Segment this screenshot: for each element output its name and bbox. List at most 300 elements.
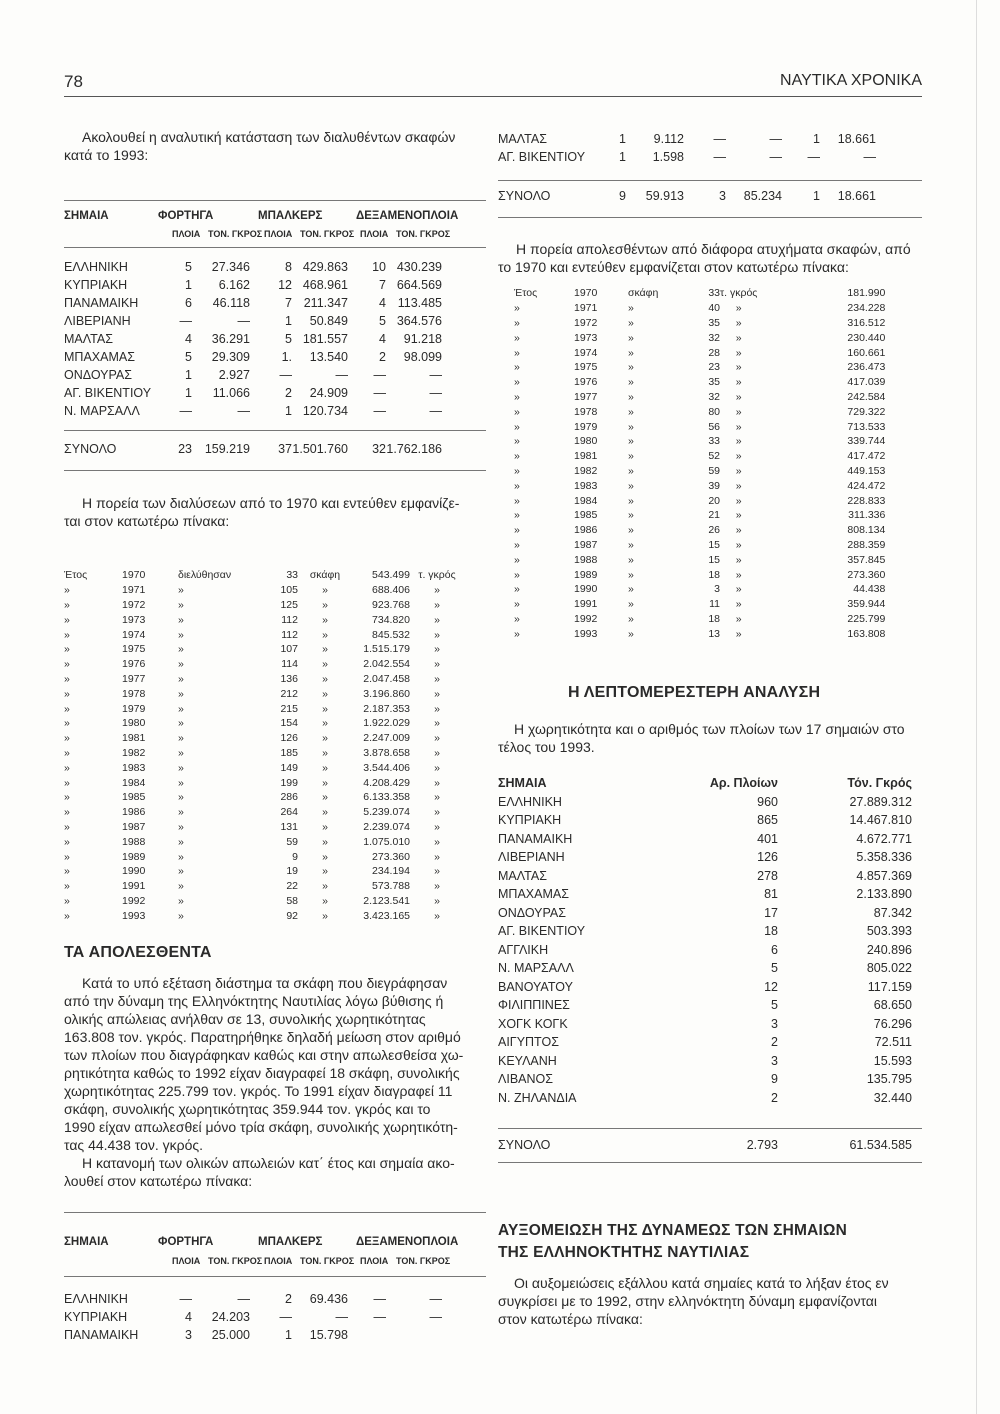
unit: » (322, 865, 328, 878)
unit: » (322, 909, 328, 922)
cell-value: 1.598 (652, 150, 684, 164)
table-row (498, 830, 912, 849)
unit: » (322, 776, 328, 789)
cell-ships: 2 (771, 1090, 778, 1105)
year: 1979 (574, 420, 598, 433)
verb: » (178, 732, 184, 745)
tonnage: 288.359 (847, 538, 886, 551)
tonnage: 3.423.165 (363, 909, 410, 922)
year: 1982 (574, 464, 598, 477)
cell-flag: ΑΓΓΛΙΚΗ (498, 942, 549, 957)
year: 1989 (122, 850, 146, 863)
cell-value: — (237, 404, 250, 418)
table-rule (498, 1128, 922, 1129)
unit: » (322, 791, 328, 804)
unit: » (434, 776, 440, 789)
cell-value: 429.863 (302, 260, 348, 274)
cell-value: — (429, 368, 442, 382)
cell-ships: 3 (771, 1053, 778, 1068)
intro-text: Ακολουθεί η αναλυτική κατάσταση των διαλυθέντων σκαφών κατά το 1993: (64, 129, 456, 163)
table-row (498, 148, 876, 166)
table-rule (64, 1276, 486, 1277)
year: 1987 (122, 820, 146, 833)
year-row (64, 657, 464, 672)
cell-gt: 240.896 (866, 942, 912, 957)
ship-count: 80 (708, 405, 720, 418)
year-label: » (514, 316, 520, 329)
table-row (64, 1308, 442, 1326)
year-label: » (64, 687, 70, 700)
unit: » (322, 687, 328, 700)
unit: » (434, 732, 440, 745)
year-row (64, 760, 464, 775)
year-row (64, 642, 464, 657)
year-row (64, 627, 464, 642)
year-label: » (514, 598, 520, 611)
tonnage: 573.788 (372, 880, 410, 893)
ship-count: 15 (708, 538, 720, 551)
cell-flag: ΑΓ. ΒΙΚΕΝΤΙΟΥ (498, 150, 586, 164)
year-label: » (514, 553, 520, 566)
ship-count: 32 (708, 390, 720, 403)
year-label: » (514, 627, 520, 640)
year: 1984 (574, 494, 598, 507)
year: 1978 (574, 405, 598, 418)
verb: » (178, 865, 184, 878)
tonnage: 2.187.353 (363, 702, 410, 715)
year: 1978 (122, 687, 146, 700)
col-flag: ΣΗΜΑΙΑ (498, 776, 547, 791)
unit: » (735, 302, 742, 315)
table-row (64, 1326, 442, 1344)
ship-count: 11 (709, 598, 720, 611)
paragraph-line: 1990 είχαν απωλεσθεί μόνο τρία σκάφη, συνολικής χωρητικότη- (64, 1119, 458, 1135)
unit: » (434, 806, 440, 819)
tonnage: 6.133.358 (363, 791, 410, 804)
unit: » (735, 568, 742, 581)
table-row (64, 348, 442, 366)
cell-value: 1 (619, 150, 626, 164)
cell-flag: ΦΙΛΙΠΠΙΝΕΣ (498, 998, 570, 1013)
year: 1983 (574, 479, 598, 492)
unit: » (628, 435, 634, 448)
ship-count: 23 (708, 361, 720, 374)
cell-ships: 278 (757, 868, 778, 883)
table-row (498, 922, 912, 941)
lost-heading: ΤΑ ΑΠΟΛΕΣΘΕΝΤΑ (64, 944, 212, 961)
paragraph-line: των πλοίων που διαγράφηκαν καθώς και στην απωλεσθείσα χω- (64, 1047, 464, 1063)
tonnage: 359.944 (847, 598, 886, 611)
year: 1990 (122, 865, 146, 878)
tonnage: 3.544.406 (363, 761, 410, 774)
unit: » (628, 538, 634, 551)
cell-value: 2 (379, 350, 386, 364)
cell-gt: 4.857.369 (856, 868, 912, 883)
cell-value: — (373, 1292, 386, 1306)
year-label: » (514, 435, 520, 448)
cell-value: 5 (285, 332, 292, 346)
unit: » (628, 479, 634, 492)
table-row (64, 276, 442, 294)
ship-count: 136 (280, 672, 298, 685)
verb: » (178, 746, 184, 759)
ship-count: 112 (281, 628, 298, 641)
ship-count: 33 (708, 287, 720, 300)
tonnage: 234.228 (847, 302, 886, 315)
ship-count: 33 (286, 569, 298, 582)
cell-ships: 960 (757, 794, 778, 809)
cell-value: — (429, 386, 442, 400)
year-label: » (64, 776, 70, 789)
verb: » (178, 613, 184, 626)
year-row (64, 834, 464, 849)
unit: » (434, 687, 440, 700)
ship-count: 56 (708, 420, 720, 433)
year: 1982 (122, 746, 146, 759)
cell-flag: ΕΛΛΗΝΙΚΗ (64, 260, 128, 274)
ship-count: 58 (286, 894, 298, 907)
table-row (498, 130, 876, 148)
cell-flag: Ν. ΜΑΡΣΑΛΛ (498, 961, 574, 976)
col-tanker: ΔΕΞΑΜΕΝΟΠΛΟΙΑ (356, 210, 459, 222)
cell-flag: ΜΠΑΧΑΜΑΣ (64, 350, 135, 364)
unit: » (434, 672, 440, 685)
verb: » (178, 598, 184, 611)
year-row (514, 464, 885, 479)
verb: » (178, 687, 184, 700)
table-row (498, 978, 912, 997)
lost-table-left (64, 1290, 442, 1344)
ship-count: 105 (280, 584, 298, 597)
cell-value: — (373, 404, 386, 418)
year: 1979 (122, 702, 146, 715)
cell-value: — (335, 368, 348, 382)
unit: » (735, 450, 742, 463)
year-row (64, 746, 464, 761)
unit: » (322, 880, 328, 893)
cell-value: 4 (379, 296, 386, 310)
unit: » (434, 820, 440, 833)
tonnage: 311.336 (848, 509, 886, 522)
ship-count: 126 (280, 732, 298, 745)
year-label: » (64, 835, 70, 848)
cell-ships: 126 (757, 850, 778, 865)
ship-count: 18 (708, 612, 720, 625)
unit: » (322, 732, 328, 745)
cell-value: 6.162 (218, 278, 250, 292)
table-row (64, 1290, 442, 1308)
year-label: » (514, 568, 520, 581)
cell-value: 181.557 (302, 332, 348, 346)
cell-gt: 68.650 (873, 998, 912, 1013)
ship-count: 40 (708, 302, 720, 315)
unit: » (628, 376, 634, 389)
table-row (64, 312, 442, 330)
paragraph-line: Η κατανομή των ολικών απωλειών κατ΄ έτος και σημαία ακο- (82, 1155, 455, 1171)
cell-value: 1 (285, 1328, 292, 1342)
tonnage: 4.208.429 (363, 776, 410, 789)
verb: » (178, 880, 184, 893)
cell-value: 364.576 (396, 314, 442, 328)
ship-count: 59 (708, 464, 720, 477)
cell-ships: 17 (764, 905, 778, 920)
cell-value: — (373, 368, 386, 382)
cell-flag: ΒΑΝΟΥΑΤΟΥ (498, 979, 573, 994)
cell-value: 91.218 (403, 332, 442, 346)
unit: » (322, 584, 328, 597)
unit: » (628, 420, 634, 433)
year-row (64, 672, 464, 687)
tonnage: 729.322 (847, 405, 886, 418)
cell-value: 2 (285, 1292, 292, 1306)
cell-gt: 87.342 (873, 905, 912, 920)
detail-total-row: ΣΥΝΟΛΟ 2.793 61.534.585 (498, 1138, 912, 1153)
unit: » (628, 553, 634, 566)
detail-table (498, 774, 912, 1107)
table-rule (64, 200, 486, 201)
cell-value: 1 (185, 278, 192, 292)
year: 1977 (574, 390, 598, 403)
cell-value: 9.112 (653, 132, 684, 146)
cell-flag: ΜΠΑΧΑΜΑΣ (498, 887, 569, 902)
unit: » (434, 658, 440, 671)
cell-value: 24.203 (211, 1310, 250, 1324)
tonnage: 417.039 (847, 376, 886, 389)
tonnage: 316.512 (847, 316, 886, 329)
year-row (64, 805, 464, 820)
year: 1987 (574, 538, 598, 551)
verb: διελύθησαν (178, 569, 232, 582)
year-row (64, 686, 464, 701)
unit: » (434, 613, 440, 626)
tonnage: 2.123.541 (363, 894, 410, 907)
changes-text (498, 1274, 924, 1328)
ship-count: 26 (708, 524, 720, 537)
tonnage: 1.922.029 (363, 717, 410, 730)
unit: » (735, 627, 742, 640)
year: 1970 (122, 569, 146, 582)
unit: » (434, 835, 440, 848)
cell-value: — (335, 1310, 348, 1324)
cell-flag: ΜΑΛΤΑΣ (64, 332, 113, 346)
table-row (498, 904, 912, 923)
unit: » (434, 865, 440, 878)
unit: » (434, 909, 440, 922)
year-row (64, 864, 464, 879)
year-label: » (514, 583, 520, 596)
year-label: » (514, 302, 520, 315)
year-label: » (64, 865, 70, 878)
table-row (498, 811, 912, 830)
cell-value: 664.569 (396, 278, 442, 292)
tonnage: 845.532 (372, 628, 410, 641)
year: 1985 (574, 509, 598, 522)
tonnage: 163.808 (847, 627, 886, 640)
year-row (64, 790, 464, 805)
cell-value: 4 (185, 1310, 192, 1324)
year-row (514, 375, 885, 390)
year-label: » (514, 612, 520, 625)
col-gt: Τόν. Γκρός (847, 776, 912, 791)
cell-gt: 27.889.312 (849, 794, 912, 809)
unit: » (628, 331, 634, 344)
ship-count: 9 (292, 850, 298, 863)
year-label: » (514, 538, 520, 551)
cell-flag: ΜΑΛΤΑΣ (498, 132, 547, 146)
cell-value: 211.347 (303, 296, 348, 310)
year: 1970 (574, 287, 598, 300)
unit: » (322, 835, 328, 848)
table-row (498, 1015, 912, 1034)
cell-ships: 81 (764, 887, 778, 902)
tonnage: 808.134 (847, 524, 886, 537)
table-row (498, 1089, 912, 1108)
cell-value: 13.540 (309, 350, 348, 364)
cell-value: 120.734 (302, 404, 348, 418)
verb: » (178, 658, 184, 671)
cell-value: — (279, 368, 292, 382)
lost-table-right (498, 130, 876, 166)
tonnage: 2.042.554 (363, 658, 410, 671)
unit: » (434, 880, 440, 893)
year-row (64, 775, 464, 790)
ship-count: 59 (286, 835, 298, 848)
year-label: » (64, 732, 70, 745)
unit: » (628, 405, 634, 418)
cell-value: — (429, 404, 442, 418)
unit: » (322, 761, 328, 774)
year-row (514, 597, 885, 612)
cell-ships: 3 (771, 1016, 778, 1031)
ship-count: 22 (286, 880, 298, 893)
cell-value (386, 1326, 442, 1344)
cell-gt: 14.467.810 (849, 813, 912, 828)
year-label: » (514, 361, 520, 374)
cell-value: 15.798 (309, 1328, 348, 1342)
tonnage: 424.472 (847, 479, 886, 492)
year: 1993 (122, 909, 146, 922)
year-label: » (64, 746, 70, 759)
cell-gt: 15.593 (873, 1053, 912, 1068)
table-row (498, 1052, 912, 1071)
verb: » (178, 909, 184, 922)
year-label: » (514, 376, 520, 389)
year-label: » (64, 643, 70, 656)
unit: » (628, 361, 634, 374)
year: 1988 (574, 553, 598, 566)
ship-count: 92 (286, 909, 298, 922)
year-label: » (64, 880, 70, 893)
cell-ships: 9 (771, 1072, 778, 1087)
verb: » (178, 894, 184, 907)
cell-value: — (807, 150, 820, 164)
tonnage: 923.768 (372, 598, 410, 611)
cell-value: 430.239 (396, 260, 442, 274)
cell-flag: ΚΥΠΡΙΑΚΗ (64, 1310, 128, 1324)
year-row (514, 390, 885, 405)
cell-value: — (769, 132, 782, 146)
year: 1972 (122, 598, 146, 611)
year-label: Έτος (514, 287, 538, 300)
cell-value: — (279, 1310, 292, 1324)
cell-value (348, 1326, 386, 1344)
unit: » (735, 346, 742, 359)
ship-count: 20 (708, 494, 720, 507)
cell-ships: 865 (757, 813, 778, 828)
table-row (64, 258, 442, 276)
cell-value: 5 (185, 260, 192, 274)
cell-value: — (179, 1292, 192, 1306)
cell-flag: ΠΑΝΑΜΑΙΚΗ (64, 1328, 139, 1342)
year: 1980 (574, 435, 598, 448)
cell-flag: ΚΕΥΛΑΝΗ (498, 1053, 557, 1068)
unit: » (735, 583, 742, 596)
paragraph-line: 163.808 τον. γκρός. Παρατηρήθηκε δηλαδή μείωση στον αριθμό (64, 1029, 461, 1045)
cell-value: 69.436 (309, 1292, 348, 1306)
year-row (64, 820, 464, 835)
year-label: » (514, 509, 520, 522)
unit: » (735, 316, 742, 329)
year-label: » (514, 450, 520, 463)
unit: » (628, 509, 634, 522)
cell-value: 2 (285, 386, 292, 400)
tonnage: 1.515.179 (363, 643, 410, 656)
unit: » (434, 791, 440, 804)
unit: » (735, 420, 742, 433)
year: 1971 (574, 302, 598, 315)
ship-count: 264 (280, 806, 298, 819)
year-label: » (64, 628, 70, 641)
cell-value: 18.661 (837, 132, 876, 146)
cell-gt: 32.440 (873, 1090, 912, 1105)
unit: σκάφη (628, 287, 659, 300)
cell-flag: ΠΑΝΑΜΑΙΚΗ (498, 831, 573, 846)
verb: » (178, 850, 184, 863)
cell-value: 1 (619, 132, 626, 146)
tonnage: 160.661 (847, 346, 886, 359)
ship-count: 154 (280, 717, 298, 730)
year: 1973 (574, 331, 598, 344)
cell-gt: 4.672.771 (856, 831, 912, 846)
year-label: » (64, 761, 70, 774)
cell-gt: 135.795 (866, 1072, 912, 1087)
year-row (514, 301, 885, 316)
scrap-course-text: Η πορεία των διαλύσεων από το 1970 και εντεύθεν εμφανίζε- ται στον κατωτέρω πίνακα: (64, 495, 460, 529)
paragraph-line: από την δύναμη της Ελληνόκτητης Ναυτιλίας λόγω βύθισης ή (64, 993, 444, 1009)
year: 1976 (574, 376, 598, 389)
cell-ships: 401 (757, 831, 778, 846)
table-row (64, 330, 442, 348)
tonnage: 339.744 (847, 435, 886, 448)
journal-title: ΝΑΥΤΙΚΑ ΧΡΟΝΙΚΑ (780, 72, 922, 89)
unit: » (434, 894, 440, 907)
year-row (514, 360, 885, 375)
verb: » (178, 672, 184, 685)
ship-count: 21 (708, 509, 720, 522)
table-rule (64, 470, 486, 471)
tonnage: 2.247.009 (363, 732, 410, 745)
cell-value: 1 (285, 404, 292, 418)
tonnage: 3.878.658 (363, 746, 410, 759)
tonnage: 688.406 (372, 584, 410, 597)
year-label: » (64, 598, 70, 611)
verb: » (178, 835, 184, 848)
tonnage: 234.194 (372, 865, 410, 878)
cell-value: — (769, 150, 782, 164)
year: 1983 (122, 761, 146, 774)
year-label: » (64, 894, 70, 907)
cell-value: — (713, 150, 726, 164)
